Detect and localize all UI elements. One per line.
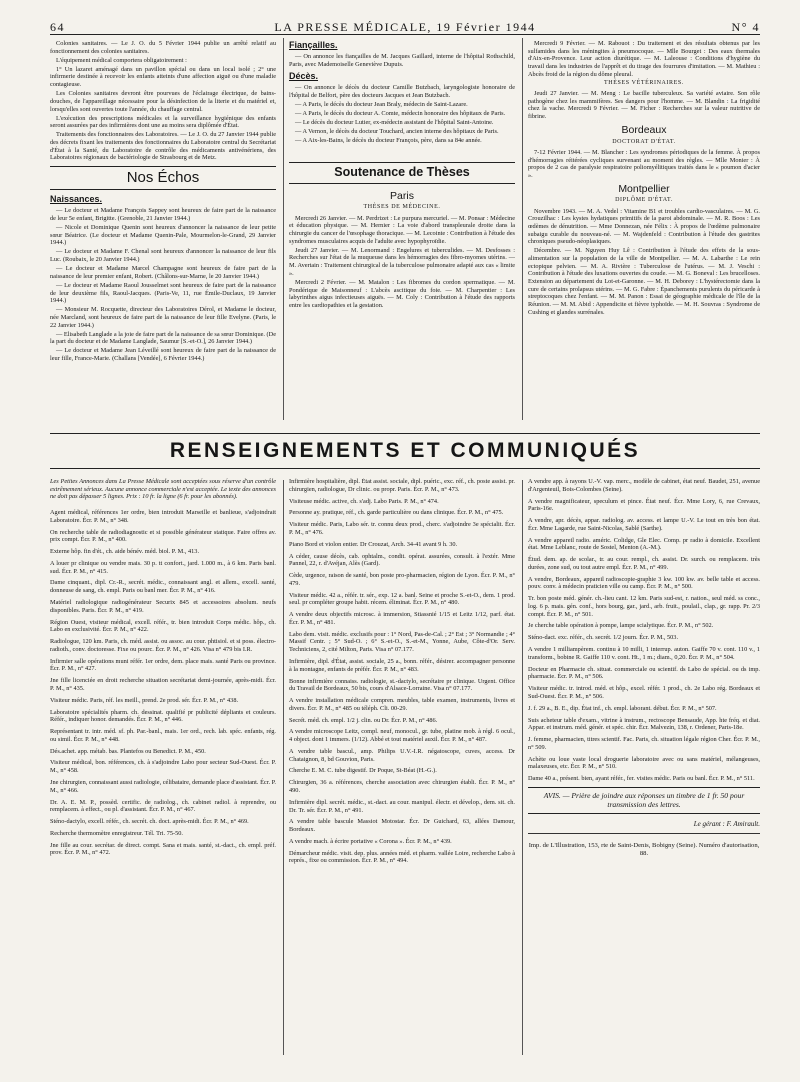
classified-ad: Représentant tr. intr. méd. sf. ph. Par.-banl., mais. 1er ord., rech. lab. spéc. enfants, rég. ou simil. Écr. P. M., n° 448.: [50, 728, 276, 743]
soutenance-heading: Soutenance de Thèses: [289, 162, 515, 183]
classified-ad: A vendre deux objectifs microsc. à immersion, Stiassnié 1/15 et Leitz 1/12, parf. état. Écr. P. M., n° 481.: [289, 611, 515, 626]
these-item: Novembre 1943. — M. A. Vedel : Vitamine B1 et troubles cardio-vasculaires. — M. G. Crouzilhac : Les kystes hydatiques primitifs de la paroi abdominale. — M. R. Boos : Les œdèmes de dénutrition. — Mme Donnezan, née Félix : À propos de l'œdème pulmonaire subaigu curable du nouveau-né. — M. Wajdenfeld : Contribution à l'étude des gastrites chroniques pseudo-néoplasiques.: [528, 207, 760, 246]
colonies-paragraph: L'exécution des prescriptions médicales et la surveillance hygiénique des enfants seront assurées par des infirmières dont une au moins sera diplômée d'État.: [50, 114, 276, 130]
avis-notice: AVIS. — Prière de joindre aux réponses un timbre de 1 fr. 50 pour transmission des lettres.: [528, 787, 760, 814]
deces-item: — On annonce le décès du docteur Camille Butzbach, laryngologiste honoraire de l'hôpital de Belfort, père des docteurs Jacques et Jean Butzbach.: [289, 84, 515, 99]
journal-title: LA PRESSE MÉDICALE, 19 Février 1944: [274, 20, 536, 34]
deces-item: — A Paris, le décès du docteur A. Comte, médecin honoraire des hôpitaux de Paris.: [295, 110, 506, 118]
ads-column-2: [289, 478, 515, 1058]
classified-ad: Infirmière hospitalière, dipl. État assist. sociale, dipl. puéric., exc. réf., ch. poste assist. pr. chirurgien, radiologue, Dr clinic. ou propr. Paris. Écr. P. M., n° 473.: [289, 478, 515, 493]
renseignements-title: RENSEIGNEMENTS ET COMMUNIQUÉS: [50, 433, 760, 469]
classified-ad: Dés.achet. app. métab. bas. Plantefos ou Benedict. P. M., 450.: [50, 747, 206, 755]
classified-ad: A céder, cause décès, cab. ophtalm., condit. opérat. assurées, consult. à l'extér. Mme Pannel, 22, r. d'Avéjan, Alès (Gard).: [289, 552, 515, 568]
classified-ad: A vendre appareil radio. améric. Colidge, Gle Elec. Comp. pr radio à domicile. Excellent état. Mme Leblanc, route de Sostel, Menton (A.-M.).: [528, 536, 760, 552]
deces-item: — A Paris, le décès du docteur Jean Braly, médecin de Saint-Lazare.: [295, 101, 468, 109]
imprint: Imp. de L'Illustration, 153, rte de Saint-Denis, Bobigny (Seine). Numéro d'autorisation, 88.: [528, 842, 760, 858]
classified-ad: Je cherche table opération à pompe, lampe scialytique. Écr. P. M., n° 502.: [528, 622, 714, 630]
page-number: 64: [50, 20, 65, 34]
classified-ad: A vendre, apr. décès, appar. radiolog. av. access. et lampe U.-V. Le tout en très bon état. Écr. Mme Lagarde, rue Saint-Nicolas, Sablé (Sarthe).: [528, 517, 760, 532]
naissance-item: — Elisabeth Langlade a la joie de faire part de la naissance de sa sœur Dominique. (De la part du docteur et de Madame Langlade, Saumur [S.-et-O.], 26 Janvier 1944.): [50, 330, 276, 346]
deces-item: — A Vernon, le décès du docteur Touchard, ancien interne des hôpitaux de Paris.: [295, 128, 499, 136]
classified-ad: Infirmière, dipl. d'État, assist. sociale, 25 a., bonn. référ., désirer. accompagner personne à la montagne, enfants de préfér. Écr. P. M., n° 483.: [289, 657, 515, 673]
classified-ad: A louer pr clinique ou vendre mais. 30 p. tt confort., jard. 1.000 m., à 6 km. Paris banl. sud. Écr. P. M., n° 415.: [50, 559, 276, 575]
classified-ad: Matériel radiologique radiogénérateur Securix 845 et accessoires absolum. neufs disponibles. Paris. Écr. P. M., n° 419.: [50, 599, 276, 614]
these-item: Jeudi 27 Janvier. — M. Lenormand : Engelures et tuberculides. — M. Desfosses : Recherches sur l'état de la muqueuse dans les hémorragies des fibro-myomes utérins. — M. Avertain : Traitement chirurgical de la tuberculose pulmonaire adapté aux cas « limite ».: [289, 246, 515, 277]
issue-number: N° 4: [731, 20, 760, 34]
classified-ad: Radiologue, 120 km. Paris, ch. méd. assist. ou assoc. au cour. phtisiol. et si poss. électro-radioth., conv. doctoresse. Fixe ou pourc. Écr. P. M., n° 426. Visa n° 479 bis I.R.: [50, 638, 276, 653]
classified-ad: Visiteur médic. tr. introd. méd. et hôp., excel. référ. 1 prod., ch. 2e Labo rég. Bordeaux et Sud-Ouest. Écr. P. M., n° 506.: [528, 685, 760, 700]
naissance-item: — Nicole et Dominique Quenin sont heureux d'annoncer la naissance de leur petite sœur Béatrice. (Le docteur et Madame Quenin-Pale, Mourmelon-le-Grand, 29 Janvier 1944.): [50, 224, 276, 247]
gerant-signature: Le gérant : F. Amirault.: [528, 820, 760, 835]
naissance-item: — Le docteur et Madame François Sappey sont heureux de faire part de la naissance de leur 5e enfant, Brigitte. (Grenoble, 21 Janvier 1944.): [50, 207, 276, 222]
classified-ad: Dame cinquant., dipl. Cr.-R., secrét. médic., connaissant angl. et allem., excell. santé, donneuse de sang, ch. empl. Paris ou banl mer. Écr. P. M., n° 416.: [50, 579, 276, 595]
classified-ad: A vendre mach. à écrire portative « Corona ». Écr. P. M., n° 439.: [289, 837, 452, 845]
these-item: Mercredi 9 Février. — M. Rabouot : Du traitement et des résultats obtenus par les sulfamides dans les méningites à pneumocoque. — Mlle Bourget : Des eaux thermales d'Aix-en-Provence. Leur action diurétique. — M. Laleouse : Conditions d'hygiène du travail dans les industries de l'apprêt et du tirage des fourrures d'imitation. — M. Mathieu : Abcès froid de la région du dôme pleural.: [528, 40, 760, 78]
naissance-item: — Monsieur M. Rocquette, directeur des Laboratoires Dérol, et Madame le docteur, née Marcland, sont heureux de faire part de la naissance de leur fille Evelyne. (Paris, le 22 Janvier 1944.): [50, 306, 276, 329]
classified-ad: A vendre 1 milliampèrem. continu à 10 milli, 1 interrup. auton. Gaiffe 70 v. cont. 110 v., 1 transform., bobine R. Gaiffe 110 v. cont. Ht., 1 m.; diam., 0,20. Écr. P. M., n° 504.: [528, 646, 760, 661]
page-header: [50, 20, 760, 35]
classified-ad: Infirmier salle opérations muni référ. 1er ordre, dem. place mais. santé Paris ou province. Écr. P. M., n° 427.: [50, 657, 276, 673]
column-1: [50, 40, 276, 420]
classified-ad: A vendre app. à rayons U.-V. vap. merc., modèle de cabinet, état neuf. Baudet, 251, avenue d'Argenteuil, Bois-Colombes (Seine).: [528, 478, 760, 493]
classified-ad: Visiteur médic. Paris, Labo sér. tr. connu deux prod., cherc. s'adjoindre 3e spécialit. Écr. P. M., n° 476.: [289, 521, 515, 536]
city-heading-paris: Paris: [390, 189, 414, 202]
classified-ad: Personne ay. pratique, réf., ch. garde particulière ou dans clinique. Écr. P. M., n° 475.: [289, 509, 504, 517]
city-heading-montpellier: Montpellier: [618, 182, 670, 195]
classified-ad: Cherche E. M. C. tube digestif. Dr Poque, St-Béat (H.-G.).: [289, 767, 437, 775]
classified-ad: Visiteuse médic. active, ch. s'adj. Labo Paris. P. M., n° 474.: [289, 497, 439, 505]
classified-ad: Infirmière dipl. secrét. médic., st.-dact. au cour. manipul. électr. et dévelop., dem. sit. ch. Dr. Tr. sér. Écr. P. M., n° 491.: [289, 798, 515, 814]
classified-ad: A vendre magnificateur, speculum et pince. État neuf. Écr. Mme Lory, 6, rue Crevaux, Paris-16e.: [528, 497, 760, 513]
colonies-paragraph: 1° Un lazaret aménagé dans un pavillon spécial ou dans un local isolé ; 2° une infirmerie destinée à recevoir les enfants atteints d'une affection aiguë ou d'une maladie contagieuse.: [50, 65, 276, 89]
classified-ad: On recherche table de radiodiagnostic et si possible générateur statique. Faire offres av. prix compt. Écr. P. M., n° 400.: [50, 528, 276, 544]
classified-ad: Dr. A. E. M. P., possèd. certific. de radiolog., ch. cabinet radiol. à reprendre, ou remplacem. à effect., ou pl. d'assistant. Écr. P. M., n° 467.: [50, 798, 276, 814]
classified-ad: Visiteur médic. 42 a., référ. tr. sér., exp. 12 a. banl. Seine et proche S.-et-O., dem. 1 prod. seul. pr compléter groupe habit. récem. éliminat. Écr. P. M., n° 480.: [289, 591, 515, 607]
nos-echos-heading: Nos Échos: [50, 166, 276, 190]
ads-notice: Les Petites Annonces dans La Presse Médicale sont acceptées sous réserve d'un contrôle extrêmement sérieux. Aucune annonce commerciale n'est acceptée. Le texte des annonces ne doit pas dépasser 5 lignes. Prix : 10 fr. la ligne (6 fr. pour les abonnés).: [50, 478, 276, 501]
classified-ad: Région Ouest, visiteur médical, excell. référ., tr. bien introduit Corps médic. hôp., ch. Labo en exclusivité. Écr. P. M., n° 422.: [50, 618, 276, 634]
classified-ad: J. f. 29 a., B. E., dip. État inf., ch. empl. laborant. début. Écr. P. M., n° 507.: [528, 704, 717, 712]
classified-ad: A vendre, Bordeaux, appareil radioscopie-graphie 3 kw. 100 kw. av. belle table et access. pouv. conv. à médecin praticien ville ou camp. Écr. P. M., n° 500.: [528, 575, 760, 591]
classified-ad: Sténo-dact. exc. référ., ch. secrét. 1/2 journ. Écr. P. M., 503.: [528, 634, 679, 642]
classified-ad: J. femme, pharmacien, titres scientif. Fac. Paris, ch. situation légale région Cher. Écr. P. M., n° 509.: [528, 736, 760, 751]
these-item: Décembre. — M. Nguyen Huy Lê : Contribution à l'étude des effets de la sous-alimentation sur la population de la ville de Montpellier. — M. A. Labarthe : Le rein ectopique pelvien. — M. A. Rivière : Tuberculose de l'utérus. — M. J. Veschi : Contribution à l'étude des luxations ouvertes du coude. — M. G. Boneval : Les brucelloses. Extension au département du Lot-et-Garonne. — M. H. Deborey : L'hystérectomie dans la cure de certains prolapsus utérins. — M. G. Fabre : Épanchements purulents du péricarde à streptocoques chez l'enfant. — M. M. Panon : Essai de géographie médicale de l'île de la Réunion. — M. M. Abid : Appendicite et fièvre typhoïde. — M. H. Souvras : Syndrome de Cushing et glandes surrénales.: [528, 247, 760, 316]
naissance-item: — Le docteur et Madame Jean Léveillé sont heureux de faire part de la naissance de leur fille, France-Marie. (Challans [Vendée], 6 Février 1944.): [50, 347, 276, 363]
classified-ad: Externe hôp. fin d'ét., ch. aide bénév. méd. biol. P. M., 413.: [50, 548, 200, 556]
classified-ad: A vendre installation médicale compren. meubles, table examen, instruments, livres et divers. Écr. P. M., n° 485 ou téléph. Cli. 00-29.: [289, 697, 515, 712]
fiancailles-paragraph: — On annonce les fiançailles de M. Jacques Gaillard, interne de l'hôpital Rothschild, Paris, avec Mademoiselle Geneviève Dupuis.: [289, 52, 515, 68]
these-item: Mercredi 2 Février. — M. Matalon : Les fibromes du cordon spermatique. — M. Pondérique de Maisonneuf : L'abcès ascitique du foie. — M. Charpentier : Les labyrinthes aigus infectieuses aiguës. — M. Coly : Contribution à l'étude des rapports entre les cardiopathies et la gestation.: [289, 278, 515, 309]
ads-column-1: [50, 478, 276, 1058]
classified-ad: Sténo-dactylo, excell. référ., ch. secrét. ch. doct. après-midi. Écr. P. M., n° 469.: [50, 818, 249, 826]
classified-ad: Docteur en Pharmacie ch. situat. commerciale ou scientif. ds Labo de spécial. ou ds imp. pharmacie. Écr. P. M., n° 506.: [528, 665, 760, 681]
classified-ad: A vendre table bascule Massiot Motostar. Écr. Dr Guichard, 63, allées Damour, Bordeaux.: [289, 818, 515, 834]
these-item: 7-12 Février 1944. — M. Blancher : Les syndromes périodiques de la femme. À propos d'hémorragies réitérées cycliques survenant au moment des règles. — Mlle Monier : À propos de 2 cas de paralysie respiratoire poliomyélitiques traités dans le « poumon d'acier ».: [528, 148, 760, 179]
classified-ad: Jne fille licenciée en droit recherche situation secrétariat demi-journée, après-midi. Écr. P. M., n° 435.: [50, 677, 276, 692]
classified-ad: Démarcheur médic. visit. dep. plus. années méd. et pharm. vallée Loire, recherche Labo à représ., fixe ou commission. Écr. P. M., n° 494.: [289, 849, 515, 865]
colonies-paragraph: L'équipement médical comportera obligatoirement :: [56, 56, 187, 64]
classified-ad: Agent médical, références 1er ordre, bien introduit Marseille et banlieue, s'adjoindrait Laboratoire. Écr. P. M., n° 348.: [50, 509, 276, 524]
fiancailles-heading: Fiançailles.: [289, 40, 338, 50]
theses-veterinaires-subheading: THÈSES VÉTÉRINAIRES.: [604, 79, 684, 86]
doctorat-subheading: DOCTORAT D'ÉTAT.: [612, 138, 676, 145]
colonies-paragraph: Colonies sanitaires. — Le J. O. du 5 Février 1944 publie un arrêté relatif au fonctionnement des colonies sanitaires.: [50, 40, 276, 55]
classified-ad: A vendre microscope Leitz, compl. neuf, monocul., gr. tube, platine mob. à régl. 6 ocul., 4 object. dont 1 immers. (1/12). Abbé et tout matériel auxil. Écr. P. M., n° 487.: [289, 728, 515, 744]
classified-ad: Secrét. méd. ch. empl. 1/2 j. clin. ou Dr. Écr. P. M., n° 486.: [289, 716, 438, 724]
classified-ad: Tr. bon poste méd. génér. ch.-lieu cant. 12 km. Paris sud-est, r. nation., seul méd. ss conc., log. 6 p. mais. gén. conf., hors bourg, gar., jard., arb. fruit., poulail., clap., gr. rapp. Pr. 2/3 compt. Écr. P. M., n° 501.: [528, 595, 760, 618]
column-3: [528, 40, 760, 420]
deces-item: — A Aix-les-Bains, le décès du docteur François, père, dans sa 84e année.: [295, 137, 482, 145]
column-2: [289, 40, 515, 420]
classified-ad: Labo dem. visit. médic. exclusifs pour : 1° Nord, Pas-de-Cal. ; 2° Est ; 3° Normandie ; 4° Massif Centr. ; 5° Sud-O. ; 6° S.-et-O., S.-et-M., Yonne, Aube, Côte-d'Or. Serv. Techniciens, 2, cité Milton, Paris. Visa n° 07.177.: [289, 630, 515, 654]
classified-ad: Cède, urgence, raison de santé, bon poste pro-pharmacien, région de Lyon. Écr. P. M., n° 479.: [289, 572, 515, 587]
classified-ad: Jne fille au cour. secrétar. de direct. compt. Sana et mais. santé, st.-dact., ch. empl. préf. prov. Écr. P. M., n° 472.: [50, 841, 276, 857]
naissance-item: — Le docteur et Madame Raoul Jousselmet sont heureux de faire part de la naissance de leur deuxième fils, Raoul-Jacques. (Paris-Ve, 11, rue Émile-Duclaux, 19 Janvier 1944.): [50, 281, 276, 305]
traitements-paragraph: Traitements des fonctionnaires des Laboratoires. — Le J. O. du 27 Janvier 1944 publie des décrets fixant les traitements des fonctionnaires du Laboratoire central du Secrétariat d'État à la Santé, du Laboratoire de contrôle des médicaments antivénériens, des Laboratoires régionaux de bactériologie de Strasbourg et de Metz.: [50, 131, 276, 162]
classified-ad: Jne chirurgien, connaissant aussi radiologie, célibataire, demande place d'assistant. Écr. P. M., n° 466.: [50, 778, 276, 794]
classified-ad: Visiteur médic. Paris, réf. les meill., prend. 2e prod. sér. Écr. P. M., n° 438.: [50, 696, 239, 704]
theses-medecine-subheading: THÈSES DE MÉDECINE.: [363, 204, 441, 211]
classified-ad: Laboratoire spécialités pharm. ch. dessinat. qualifié pr publicité dépliants et couleurs. Référ., indiquer honor. demandés. Écr. P. M., n° 446.: [50, 708, 276, 724]
naissances-heading: Naissances.: [50, 194, 103, 205]
classified-ad: Suis acheteur table d'exam., vitrine à instrum., rectoscope Bensaude, App. hte fréq. et diat. Appar. et instrum. méd. génér. et spéc. chir. Écr. Malvezin, 138, r. Ordener, Paris-18e.: [528, 716, 760, 732]
diplome-subheading: DIPLÔME D'ÉTAT.: [615, 197, 673, 204]
column-rule: [522, 480, 523, 1055]
these-item: Jeudi 27 Janvier. — M. Meng : Le bacille tuberculeux. Sa variété aviaire. Son rôle pathogène chez les mammifères. Ses dangers pour l'homme. — M. Blandin : La frigidité chez la vache. Mercredi 9 Février. — M. Ficher : Recherches sur la valeur nutritive de fibrine.: [528, 90, 760, 121]
classified-ad: A vendre table bascul., amp. Philips U.V.-I.R. négatoscope, cuves, access. Dr Chataignon, 8, bd Gouvion, Paris.: [289, 747, 515, 763]
classified-ad: Chirurgien, 36 a. références, cherche association avec chirurgien établi. Écr. P. M., n° 490.: [289, 779, 515, 795]
naissance-item: — Le docteur et Madame Marcel Champagne sont heureux de faire part de la naissance de leur premier enfant, Robert. (Châlons-sur-Marne, le 20 Janvier 1944.): [50, 265, 276, 280]
classified-ad: Étud. dem. ap. de scolar., tr. au cour. rempl., ch. assist. Dr. surch. ou remplacem. très durées, zone sud, ou tout autre empl. Écr. P. M., n° 499.: [528, 556, 760, 571]
deces-item: — Le décès du docteur Lutier, ex-médecin assistant de l'hôpital Saint-Antoine.: [295, 119, 494, 127]
column-rule: [283, 480, 284, 1055]
naissance-item: — Le docteur et Madame F. Chenal sont heureux d'annoncer la naissance de leur fils Luc. (Roubaix, le 20 Janvier 1944.): [50, 248, 276, 264]
classified-ad: Recherche thermomètre enregistreur. Tél. Tri. 75-50.: [50, 829, 183, 837]
column-rule: [522, 38, 523, 420]
classified-ad: Bonne infirmière connaiss. radiologie, st.-dactylo, secrétaire pr clinique. Urgent. Office du Travail de Bordeaux, 50 bis, cours d'Alsace-Lorraine. Visa n° 07.177.: [289, 677, 515, 693]
column-rule: [283, 38, 284, 420]
classified-ad: Achète ou loue vaste local droguerie laboratoire avec ou sans matériel, mélangeuses, malaxeuses, etc. Écr. P. M., n° 510.: [528, 755, 760, 771]
deces-heading: Décès.: [289, 71, 319, 82]
these-item: Mercredi 26 Janvier. — M. Perdrizet : Le purpura mercuriel. — M. Ponsar : Médecine et éducation physique. — M. Hernier : La voie d'abord transpleurale droite dans la chirurgie du cancer de l'œsophage thoracique. — M. Lecointe : Contribution à l'étude des syndromes musculaires acquis de l'adulte avec hypophyroïdie.: [289, 214, 515, 245]
classified-ad: Visiteur médical, bon. références, ch. à s'adjoindre Labo pour secteur Sud-Ouest. Écr. P. M., n° 458.: [50, 759, 276, 775]
colonies-paragraph: Les Colonies sanitaires devront être pourvues de l'éclairage électrique, de bains-douches, de l'appareillage nécessaire pour la désinfection de la literie et du matériel et, lorsqu'elles sont ouvertes toute l'année, du chauffage central.: [50, 90, 276, 113]
ads-column-3: [528, 478, 760, 1058]
classified-ad: Piano Bord et violon entier. Dr Crouzat, Arch. 34-41 avant 9 h. 30.: [289, 540, 458, 548]
city-heading-bordeaux: Bordeaux: [621, 123, 667, 136]
classified-ad: Dame 40 a., présent. bien, ayant référ., fer. visites médic. Paris ou banl. Écr. P. M., n° 511.: [528, 775, 755, 783]
